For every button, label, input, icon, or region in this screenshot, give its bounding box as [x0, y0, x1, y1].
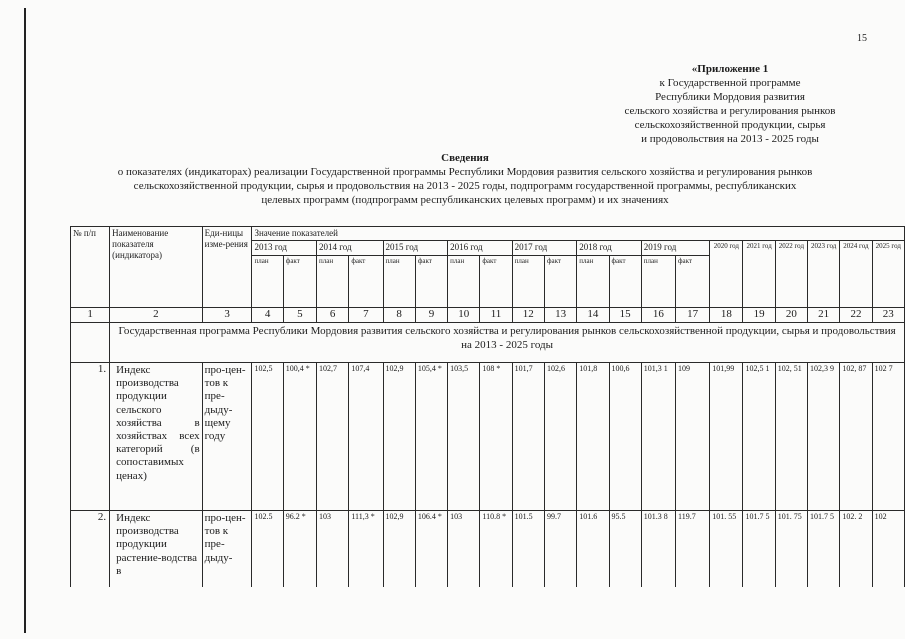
row-value: 102,7: [317, 363, 349, 511]
column-number: 5: [283, 308, 316, 323]
row-value: 109: [676, 363, 710, 511]
row-value: 101,99: [710, 363, 743, 511]
row-value: 101,3 1: [641, 363, 675, 511]
header-year: 2021 год: [743, 241, 775, 308]
summary-line: о показателях (индикаторах) реализации Государственной программы Республики Мордовия развития сельского хозяйства и регулирования рынков: [117, 166, 813, 178]
column-number: 23: [872, 308, 904, 323]
row-value: 103,5: [448, 363, 480, 511]
column-number: 7: [349, 308, 383, 323]
header-name: Наименование показателя (индикатора): [110, 227, 203, 308]
column-number: 22: [840, 308, 872, 323]
header-fact: факт: [609, 256, 641, 308]
header-plan: план: [641, 256, 675, 308]
row-value: 102,5: [252, 363, 283, 511]
row-value: 101.7 5: [808, 511, 840, 588]
row-value: 102.5: [252, 511, 283, 588]
row-value: 101.3 8: [641, 511, 675, 588]
column-number: 18: [710, 308, 743, 323]
column-number: 16: [641, 308, 675, 323]
header-plan: план: [317, 256, 349, 308]
row-unit: про-цен-тов к пре-дыду-: [202, 511, 252, 588]
row-value: 107,4: [349, 363, 383, 511]
row-value: 102,9: [383, 363, 415, 511]
row-value: 102, 51: [775, 363, 807, 511]
row-value: 102. 2: [840, 511, 872, 588]
row-value: 102,3 9: [808, 363, 840, 511]
header-unit: Еди-ницы изме-рения: [202, 227, 252, 308]
row-value: 102, 87: [840, 363, 872, 511]
header-plan: план: [448, 256, 480, 308]
row-value: 102,9: [383, 511, 415, 588]
header-fact: факт: [415, 256, 447, 308]
row-value: 101. 55: [710, 511, 743, 588]
column-number: 2: [110, 308, 203, 323]
appendix-line: к Государственной программе: [659, 77, 801, 89]
header-year: 2020 год: [710, 241, 743, 308]
row-value: 101.6: [577, 511, 609, 588]
header-year: 2019 год: [641, 241, 709, 256]
row-value: 95.5: [609, 511, 641, 588]
row-indicator-name: Индекс производства продукции растение-водства в: [110, 511, 203, 588]
column-number: 6: [317, 308, 349, 323]
header-fact: факт: [480, 256, 512, 308]
row-value: 102,5 1: [743, 363, 775, 511]
row-value: 103: [317, 511, 349, 588]
column-number: 15: [609, 308, 641, 323]
program-title: Государственная программа Республики Мордовия развития сельского хозяйства и регулирования рынков сельскохозяйственной продукции, сырья и продовольствия на 2013 - 2025 годы: [110, 323, 905, 363]
header-year: 2025 год: [872, 241, 904, 308]
summary-line: сельскохозяйственной продукции, сырья и продовольствия на 2013 - 2025 годы, подпрограмм государственной программы, республиканских: [133, 180, 797, 192]
row-value: 105,4 *: [415, 363, 447, 511]
row-value: 101.5: [512, 511, 544, 588]
summary-title: Сведения: [441, 152, 489, 164]
row-value: 100,4 *: [283, 363, 316, 511]
row-value: 96.2 *: [283, 511, 316, 588]
row-index: 2.: [71, 511, 110, 588]
column-number: 14: [577, 308, 609, 323]
header-plan: план: [512, 256, 544, 308]
header-year: 2017 год: [512, 241, 577, 256]
header-year: 2014 год: [317, 241, 384, 256]
header-plan: план: [577, 256, 609, 308]
row-value: 106.4 *: [415, 511, 447, 588]
row-value: 119.7: [676, 511, 710, 588]
program-title-spacer: [71, 323, 110, 363]
column-number: 17: [676, 308, 710, 323]
row-value: 101.7 5: [743, 511, 775, 588]
column-number: 8: [383, 308, 415, 323]
header-fact: факт: [283, 256, 316, 308]
column-number: 21: [808, 308, 840, 323]
row-index: 1.: [71, 363, 110, 511]
row-value: 101. 75: [775, 511, 807, 588]
appendix-line: сельскохозяйственной продукции, сырья: [634, 119, 826, 131]
column-number: 13: [544, 308, 576, 323]
column-number: 10: [448, 308, 480, 323]
header-year: 2023 год: [808, 241, 840, 308]
page-number: 15: [857, 33, 867, 44]
summary-line: целевых программ (подпрограмм республиканских целевых программ) и их значениях: [261, 194, 669, 206]
header-fact: факт: [544, 256, 576, 308]
header-num: № п/п: [71, 227, 110, 308]
row-value: 100,6: [609, 363, 641, 511]
appendix-line: Республики Мордовия развития: [655, 91, 805, 103]
appendix-line: сельского хозяйства и регулирования рынков: [624, 105, 836, 117]
column-number: 1: [71, 308, 110, 323]
header-year: 2022 год: [775, 241, 807, 308]
row-value: 108 *: [480, 363, 512, 511]
header-plan: план: [252, 256, 283, 308]
row-value: 99.7: [544, 511, 576, 588]
row-value: 101,7: [512, 363, 544, 511]
indicators-table: [70, 226, 905, 587]
row-value: 111,3 *: [349, 511, 383, 588]
appendix-title: «Приложение 1: [691, 63, 769, 75]
header-plan: план: [383, 256, 415, 308]
row-unit: про-цен-тов к пре-дыду-щему году: [202, 363, 252, 511]
row-value: 110.8 *: [480, 511, 512, 588]
column-number: 3: [202, 308, 252, 323]
header-year: 2018 год: [577, 241, 642, 256]
row-value: 103: [448, 511, 480, 588]
column-number: 4: [252, 308, 283, 323]
column-number: 19: [743, 308, 775, 323]
column-number: 9: [415, 308, 447, 323]
row-value: 102 7: [872, 363, 904, 511]
column-number: 20: [775, 308, 807, 323]
header-fact: факт: [349, 256, 383, 308]
column-number: 11: [480, 308, 512, 323]
header-year: 2015 год: [383, 241, 448, 256]
appendix-line: и продовольствия на 2013 - 2025 годы: [641, 133, 819, 145]
header-year: 2013 год: [252, 241, 317, 256]
header-year: 2016 год: [448, 241, 513, 256]
row-value: 101,8: [577, 363, 609, 511]
row-indicator-name: Индекс производства продукции сельского хозяйства в хозяйствах всех категорий (в сопоставимых ценах): [110, 363, 203, 511]
header-fact: факт: [676, 256, 710, 308]
header-values: Значение показателей: [252, 227, 905, 241]
row-value: 102,6: [544, 363, 576, 511]
column-number: 12: [512, 308, 544, 323]
row-value: 102: [872, 511, 904, 588]
header-year: 2024 год: [840, 241, 872, 308]
